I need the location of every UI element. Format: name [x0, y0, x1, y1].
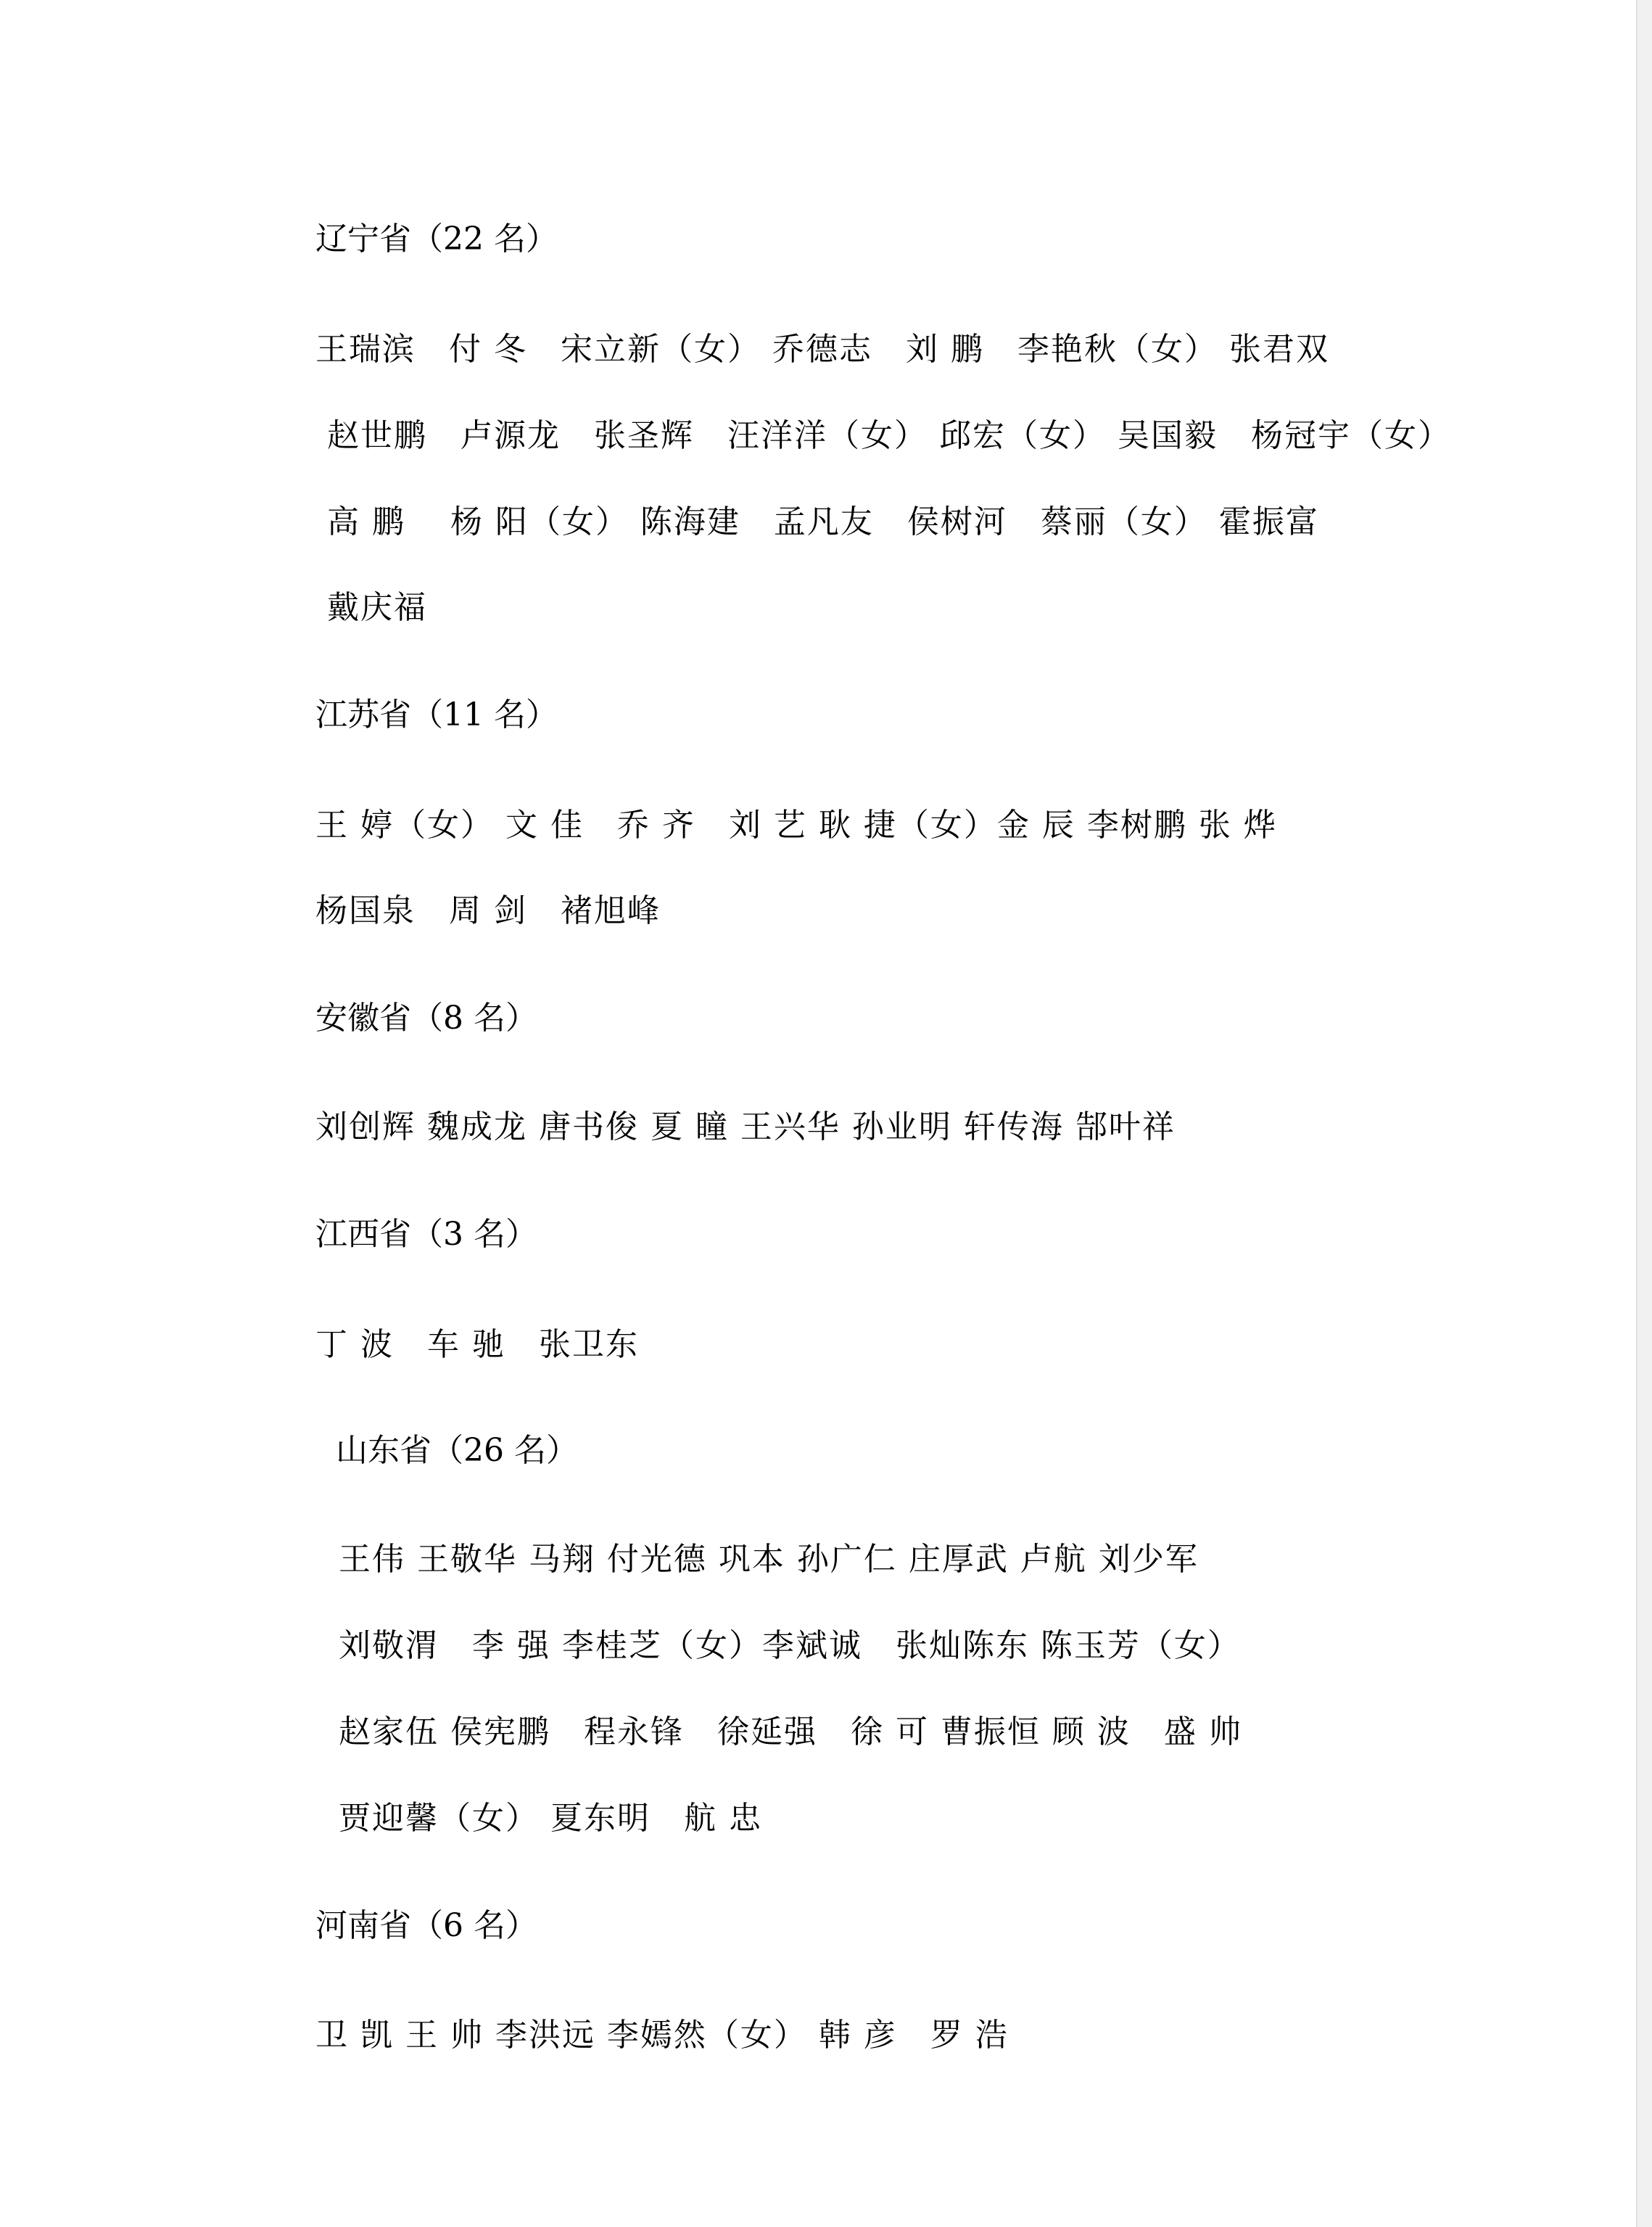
- section-heading-jiangsu: 江苏省（11 名）: [315, 696, 558, 733]
- name-line: 王瑞滨 付 冬 宋立新（女） 乔德志 刘 鹏 李艳秋（女） 张君双: [315, 331, 1329, 368]
- page-edge: [1636, 0, 1652, 2227]
- name-line: 王 婷（女） 文 佳 乔 齐 刘 艺 耿 捷（女）金 辰 李树鹏 张 烨: [315, 807, 1277, 844]
- section-heading-henan: 河南省（6 名）: [315, 1907, 537, 1944]
- name-line: 贾迎馨（女） 夏东明 航 忠: [315, 1800, 762, 1837]
- section-heading-liaoning: 辽宁省（22 名）: [315, 221, 558, 258]
- name-line: 杨国泉 周 剑 褚旭峰: [315, 892, 661, 929]
- name-line: 高 鹏 杨 阳（女） 陈海建 孟凡友 侯树河 蔡丽（女） 霍振富: [315, 503, 1319, 540]
- section-heading-anhui: 安徽省（8 名）: [315, 1000, 537, 1037]
- name-line: 丁 波 车 驰 张卫东: [315, 1326, 639, 1363]
- name-line: 卫 凯 王 帅 李洪远 李嫣然（女） 韩 彦 罗 浩: [315, 2017, 1009, 2054]
- name-line: 王伟 王敬华 马翔 付光德 巩本 孙广仁 庄厚武 卢航 刘少军: [315, 1541, 1199, 1578]
- name-line: 戴庆福: [315, 589, 427, 626]
- name-line: 刘敬渭 李 强 李桂芝（女）李斌诚 张灿陈东 陈玉芳（女）: [315, 1627, 1241, 1664]
- name-line: 赵家伍 侯宪鹏 程永锋 徐延强 徐 可 曹振恒 顾 波 盛 帅: [315, 1713, 1242, 1750]
- section-heading-shandong: 山东省（26 名）: [315, 1432, 578, 1469]
- name-line: 赵世鹏 卢源龙 张圣辉 汪洋洋（女） 邱宏（女） 吴国毅 杨冠宇（女）: [315, 417, 1451, 454]
- name-line: 刘创辉 魏成龙 唐书俊 夏 瞳 王兴华 孙业明 轩传海 郜叶祥: [315, 1108, 1176, 1145]
- section-heading-jiangxi: 江西省（3 名）: [315, 1216, 537, 1253]
